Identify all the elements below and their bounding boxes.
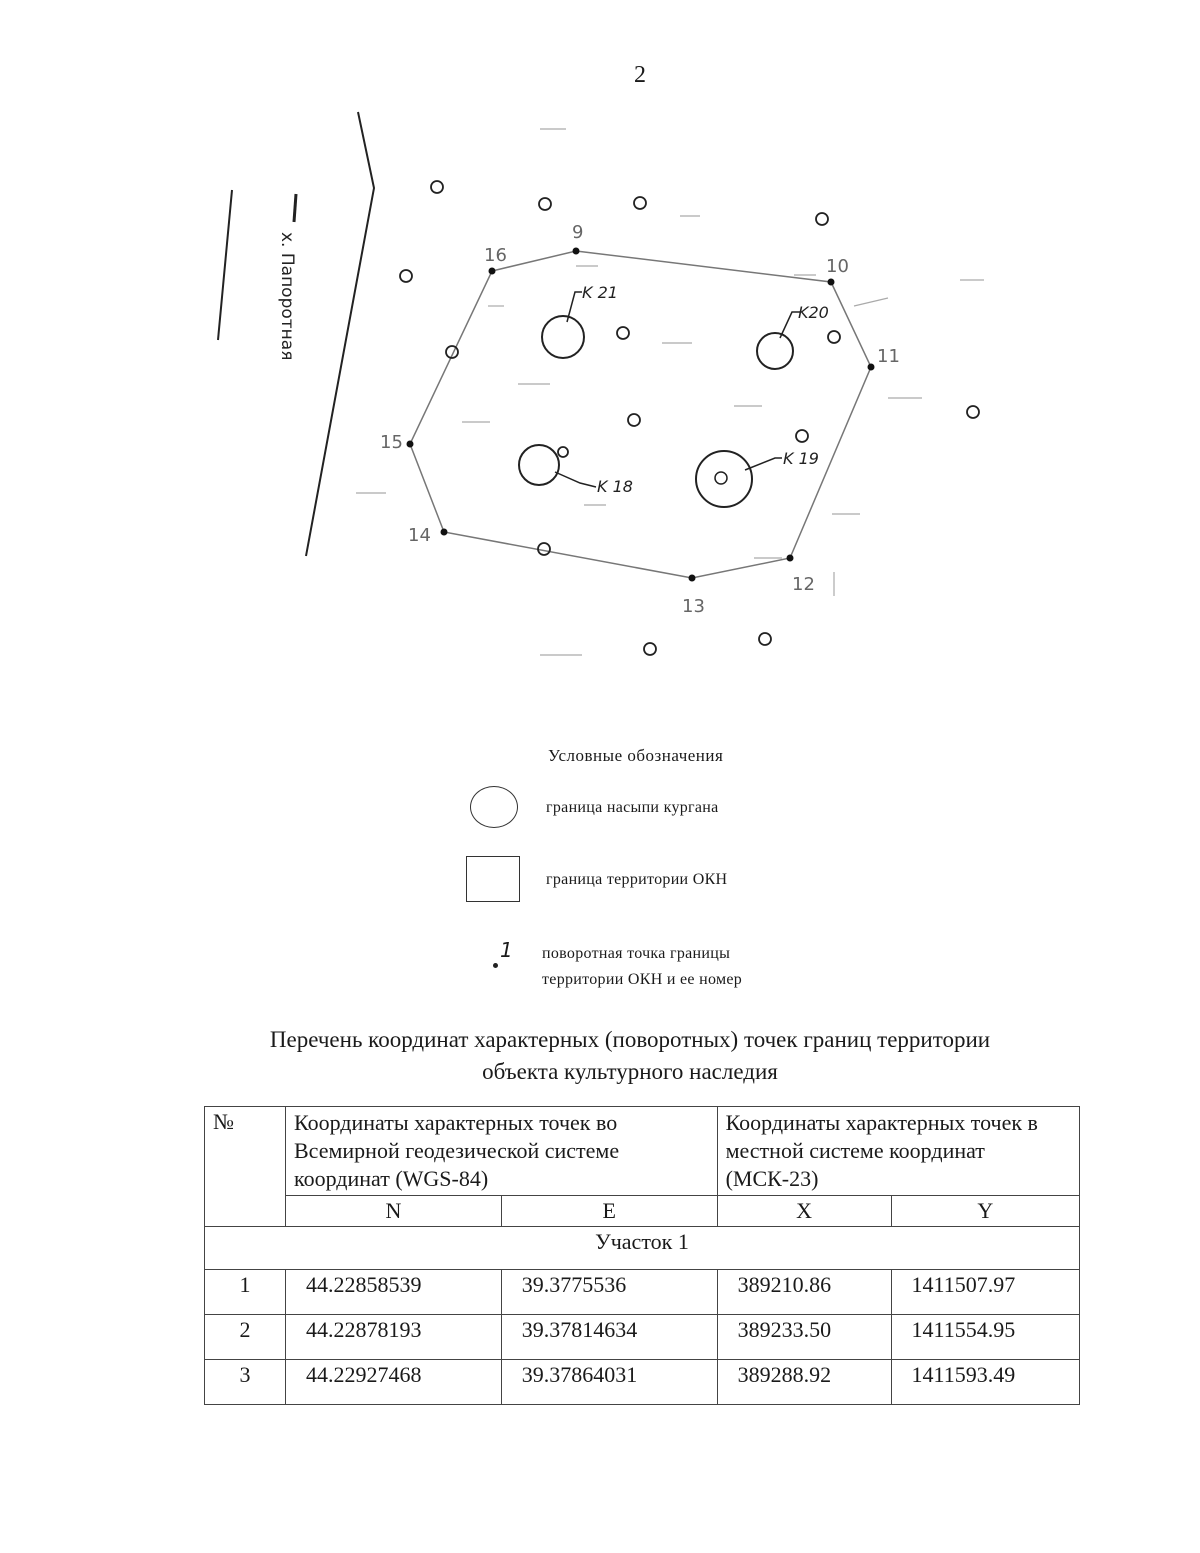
road-marker (294, 194, 296, 222)
coordinates-title-line1: Перечень координат характерных (поворотных) точек границ территории (269, 1027, 991, 1052)
header-x: X (717, 1196, 891, 1227)
cell-e: 39.37864031 (501, 1360, 717, 1405)
cell-y: 1411593.49 (891, 1360, 1079, 1405)
site-plan-map (0, 0, 1200, 700)
legend-title: Условные обозначения (548, 746, 724, 765)
header-n: N (286, 1196, 502, 1227)
legend-point-dot-icon (493, 963, 498, 968)
point-label-15: 15 (380, 432, 403, 453)
elevation-marks (356, 129, 984, 655)
point-label-13: 13 (682, 596, 705, 617)
coordinates-list-title (180, 1024, 1080, 1088)
legend-mound-circle-icon (470, 786, 518, 828)
header-e: E (501, 1196, 717, 1227)
boundary-point-9 (572, 222, 583, 255)
table-header-row (205, 1107, 1080, 1196)
cell-y: 1411554.95 (891, 1315, 1079, 1360)
boundary-point-10 (826, 256, 849, 286)
cell-e: 39.3775536 (501, 1270, 717, 1315)
point-label-16: 16 (484, 245, 507, 266)
row-num: 2 (205, 1315, 286, 1360)
kurgan-k21 (542, 283, 618, 358)
cell-n: 44.22878193 (286, 1315, 502, 1360)
coordinates-title-line2: объекта культурного наследия (482, 1059, 778, 1084)
row-num: 1 (205, 1270, 286, 1315)
point-label-12: 12 (792, 574, 815, 595)
kurgan-k20 (757, 303, 829, 369)
legend-mound-label: граница насыпи кургана (546, 799, 719, 816)
kurgan-label-k18: K 18 (597, 477, 633, 496)
cell-x: 389288.92 (717, 1360, 891, 1405)
cell-x: 389210.86 (717, 1270, 891, 1315)
point-label-14: 14 (408, 525, 431, 546)
road-side-line (218, 190, 232, 340)
table-row (205, 1315, 1080, 1360)
road-line (306, 112, 374, 556)
kurgan-label-k19: K 19 (783, 449, 819, 468)
cell-y: 1411507.97 (891, 1270, 1079, 1315)
cell-n: 44.22858539 (286, 1270, 502, 1315)
legend-point-label (542, 941, 742, 993)
header-num: № (205, 1107, 286, 1227)
header-y: Y (891, 1196, 1079, 1227)
table-row (205, 1270, 1080, 1315)
road-label: х. Папоротная (277, 232, 297, 361)
boundary-point-11 (868, 346, 900, 371)
boundary-point-12 (787, 555, 815, 596)
plot-row (205, 1227, 1080, 1270)
legend-point-line1: поворотная точка границы (542, 945, 731, 962)
legend-territory-label: граница территории ОКН (546, 871, 728, 888)
kurgan-k18 (519, 445, 633, 496)
plot-label: Участок 1 (205, 1227, 1080, 1270)
point-label-10: 10 (826, 256, 849, 277)
legend-point-number: 1 (500, 938, 513, 962)
point-label-9: 9 (572, 222, 584, 243)
coordinates-table (204, 1106, 1080, 1405)
header-msk23: Координаты характерных точек в местной системе координат (МСК-23) (717, 1107, 1079, 1196)
kurgan-k19 (696, 449, 819, 507)
cell-n: 44.22927468 (286, 1360, 502, 1405)
table-row (205, 1360, 1080, 1405)
page-number: 2 (634, 62, 646, 88)
boundary-point-13 (682, 575, 705, 618)
boundary-point-15 (380, 432, 414, 453)
table-subheader-row (205, 1196, 1080, 1227)
row-num: 3 (205, 1360, 286, 1405)
legend-territory-square-icon (466, 856, 520, 902)
kurgan-label-k21: K 21 (582, 283, 618, 302)
boundary-point-14 (408, 525, 448, 546)
cell-e: 39.37814634 (501, 1315, 717, 1360)
cell-x: 389233.50 (717, 1315, 891, 1360)
legend-point-line2: территории ОКН и ее номер (542, 971, 743, 988)
kurgan-label-k20: K20 (798, 303, 829, 322)
header-wgs84: Координаты характерных точек во Всемирной геодезической системе координат (WGS-84) (286, 1107, 718, 1196)
territory-boundary (410, 251, 871, 578)
point-label-11: 11 (877, 346, 900, 367)
